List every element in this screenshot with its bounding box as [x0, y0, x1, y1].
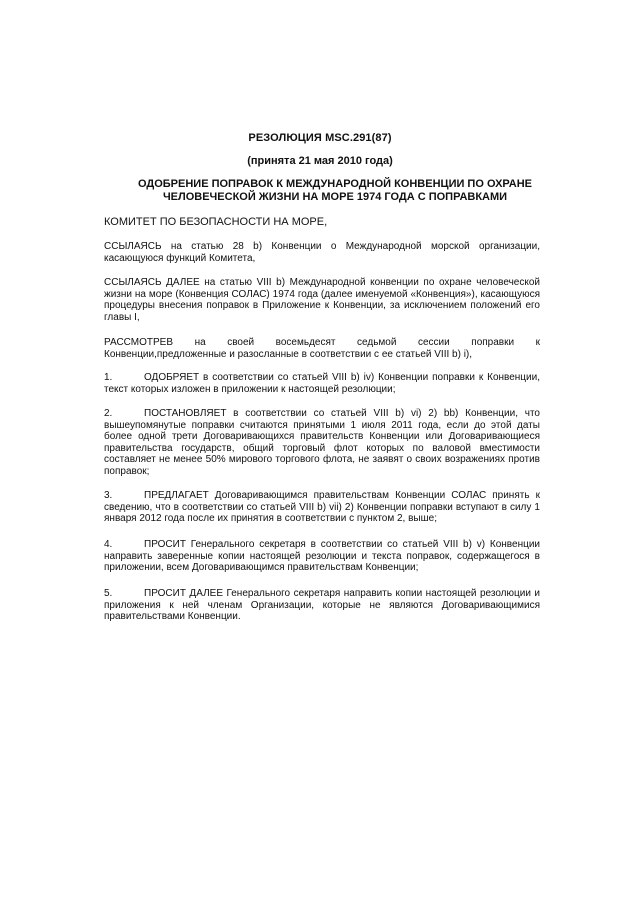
- word: на: [194, 337, 206, 348]
- paragraph-number: 3.: [104, 490, 113, 501]
- committee-line: КОМИТЕТ ПО БЕЗОПАСНОСТИ НА МОРЕ,: [104, 216, 328, 228]
- preamble-paragraph-3-rest: Конвенции,предложенные и разосланные в соответствии с ее статьей VIII b) i),: [104, 348, 473, 360]
- resolution-heading: ОДОБРЕНИЕ ПОПРАВОК К МЕЖДУНАРОДНОЙ КОНВЕНЦИИ ПО ОХРАНЕ ЧЕЛОВЕЧЕСКОЙ ЖИЗНИ НА МОРЕ 1974 ГОДА С ПОПРАВКАМИ: [137, 178, 533, 203]
- paragraph-number: 2.: [104, 408, 113, 419]
- preamble-paragraph-3: [104, 337, 540, 360]
- preamble-paragraph-2: ССЫЛАЯСЬ ДАЛЕЕ на статью VIII b) Международной конвенции по охране человеческой жизни на море (Конвенция СОЛАС) 1974 года (далее именуемой «Конвенция»), касающуюся процедуры внесения поправок в Приложение к Конвенции, за исключением положений его главы I,: [104, 277, 540, 323]
- paragraph-number: 4.: [104, 539, 113, 550]
- paragraph-text: ПОСТАНОВЛЯЕТ в соответствии со статьей VIII b) vi) 2) bb) Конвенции, что вышеупомянутые поправки считаются принятыми 1 июля 2011 года, если до этой даты более одной трети Договаривающихся правительств Конвенции или Договаривающиеся правительства государств, общий торговый флот которых по валовой вместимости составляет не менее 50% мирового торгового флота, не заявят о своих возражениях против поправок;: [104, 408, 540, 477]
- word: к: [535, 337, 540, 348]
- word: восемьдесят: [275, 337, 336, 348]
- word: седьмой: [357, 337, 397, 348]
- operative-paragraph-5: [104, 588, 540, 623]
- paragraph-text: ПРОСИТ ДАЛЕЕ Генерального секретаря направить копии настоящей резолюции и приложения к ней членам Организации, которые не являются Договаривающимися правительствами Конвенции.: [104, 588, 540, 623]
- operative-paragraph-4: [104, 539, 540, 574]
- word: сессии: [418, 337, 450, 348]
- preamble-paragraph-1: ССЫЛАЯСЬ на статью 28 b) Конвенции о Международной морской организации, касающуюся функций Комитета,: [104, 241, 540, 264]
- paragraph-number: 1.: [104, 372, 113, 383]
- word: РАССМОТРЕВ: [104, 337, 174, 348]
- paragraph-text: ПРОСИТ Генерального секретаря в соответствии со статьей VIII b) v) Конвенции направить заверенные копии настоящей резолюции и текста поправок, содержащегося в приложении, всем Договаривающимся правительствам Конвенции;: [104, 539, 540, 574]
- preamble-paragraph-3-first-line: [104, 337, 540, 349]
- word: поправки: [471, 337, 515, 348]
- operative-paragraph-3: [104, 490, 540, 525]
- adoption-date: (принята 21 мая 2010 года): [247, 155, 393, 167]
- paragraph-number: 5.: [104, 588, 113, 599]
- paragraph-text: ОДОБРЯЕТ в соответствии со статьей VIII b) iv) Конвенции поправки к Конвенции, текст которых изложен в приложении к настоящей резолюции;: [104, 372, 540, 395]
- paragraph-text: ПРЕДЛАГАЕТ Договаривающимся правительствам Конвенции СОЛАС принять к сведению, что в соответствии со статьей VIII b) vii) 2) Конвенции поправки вступают в силу 1 января 2012 года после их принятия в соответствии с пунктом 2, выше;: [104, 490, 540, 525]
- resolution-title: РЕЗОЛЮЦИЯ MSC.291(87): [248, 132, 392, 144]
- operative-paragraph-2: [104, 408, 540, 478]
- operative-paragraph-1: [104, 372, 540, 395]
- word: своей: [227, 337, 255, 348]
